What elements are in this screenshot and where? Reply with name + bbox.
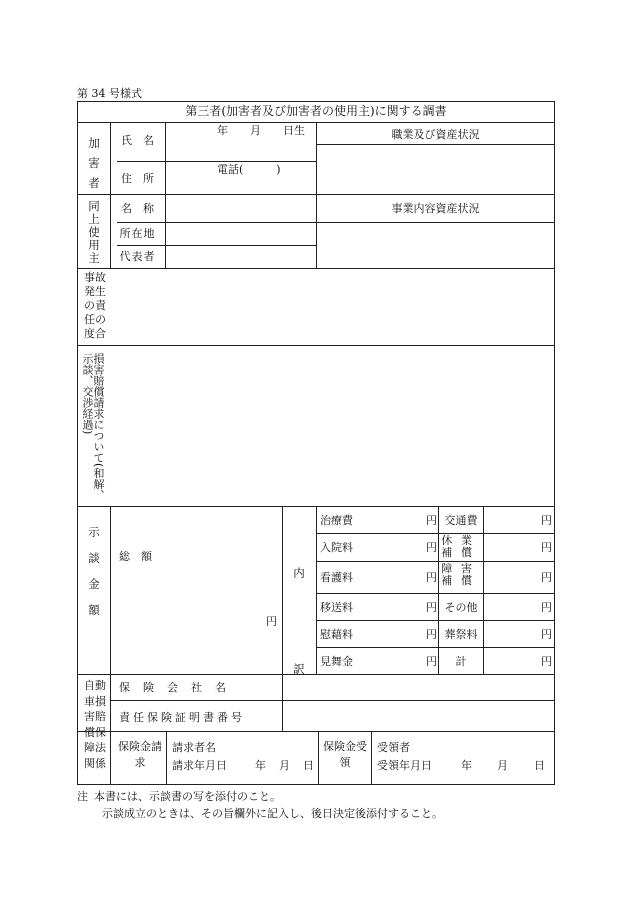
assailant-header: 加害者 — [88, 136, 100, 190]
business-header: 事業内容資産状況 — [391, 202, 480, 215]
fault-degree-header: 事故発生の責任の度合 — [84, 271, 106, 340]
receipt-month-unit: 月 — [497, 759, 508, 772]
breakdown-left-label: 移送料 — [320, 600, 353, 614]
note-line-2: 示談成立のときは、その旨欄外に記入し、後日決定後添付すること。 — [102, 807, 443, 820]
representative-label: 代表者 — [119, 250, 156, 263]
address-label: 住 所 — [121, 172, 154, 185]
claimant-name-label: 請求者名 — [172, 741, 216, 754]
breakdown-left-label: 見舞金 — [320, 654, 353, 668]
occupation-header: 職業及び資産状況 — [391, 128, 480, 141]
breakdown-left-label: 慰藉料 — [320, 627, 353, 641]
breakdown-right-yen: 円 — [541, 654, 552, 668]
receiver-label: 受領者 — [377, 741, 410, 754]
investigation-form — [77, 101, 555, 784]
breakdown-left-yen: 円 — [426, 600, 437, 614]
breakdown-right-label: 交通費 — [444, 513, 478, 527]
birth-date-text: 年 月 日生 — [217, 124, 305, 137]
breakdown-left-yen: 円 — [426, 627, 437, 641]
breakdown-right-label: 計 — [455, 654, 467, 668]
note-mark: 注 — [77, 790, 88, 803]
breakdown-label: 内訳 — [293, 566, 305, 676]
breakdown-left-yen: 円 — [426, 654, 437, 668]
phone-text: 電話( ) — [217, 163, 281, 176]
breakdown-left-yen: 円 — [426, 541, 437, 554]
insurance-law-header: 自動車損害賠償保障法関係 — [84, 679, 106, 770]
breakdown-right-label: 休業補償 — [441, 534, 481, 559]
breakdown-right-yen: 円 — [541, 513, 552, 527]
form-title: 第三者(加害者及び加害者の使用主)に関する調書 — [185, 104, 447, 118]
total-label: 総 額 — [119, 550, 152, 563]
breakdown-right-yen: 円 — [541, 571, 552, 584]
settlement-header: 示談金額 — [88, 525, 100, 617]
claim-year-unit: 年 — [255, 759, 266, 772]
breakdown-left-yen: 円 — [426, 513, 437, 527]
form-number: 第 34 号様式 — [77, 87, 142, 100]
claim-month-unit: 月 — [279, 759, 290, 772]
breakdown-right-label: 障害補償 — [441, 562, 481, 587]
certificate-number-label: 責任保険証明書番号 — [119, 711, 245, 724]
claim-label: 保険金請求 — [118, 740, 162, 769]
breakdown-right-label: 葬祭料 — [444, 627, 478, 641]
claim-day-unit: 日 — [303, 759, 314, 772]
receipt-date-label: 受領年月日 — [377, 759, 432, 772]
location-label: 所在地 — [119, 227, 156, 240]
receipt-label: 保険金受領 — [323, 740, 367, 769]
name-label: 氏 名 — [121, 134, 154, 147]
breakdown-left-yen: 円 — [426, 571, 437, 584]
employer-header: 同上使用主 — [88, 199, 100, 265]
breakdown-left-label: 入院料 — [320, 541, 353, 554]
employer-name-label: 名 称 — [121, 202, 154, 215]
breakdown-right-yen: 円 — [541, 600, 552, 614]
total-yen: 円 — [266, 615, 277, 628]
damages-header: 損害賠償請求について(和解、示談、交渉経過) — [81, 353, 105, 501]
receipt-year-unit: 年 — [461, 759, 472, 772]
note-line-1: 本書には、示談書の写を添付のこと。 — [94, 790, 281, 803]
breakdown-right-yen: 円 — [541, 541, 552, 554]
breakdown-left-label: 治療費 — [320, 513, 353, 527]
receipt-day-unit: 日 — [534, 759, 545, 772]
insurance-company-label: 保険会社名 — [119, 681, 239, 694]
breakdown-right-label: その他 — [444, 600, 478, 614]
notes — [77, 788, 443, 822]
claim-date-label: 請求年月日 — [172, 759, 227, 772]
breakdown-left-label: 看護料 — [320, 571, 353, 584]
breakdown-right-yen: 円 — [541, 627, 552, 641]
